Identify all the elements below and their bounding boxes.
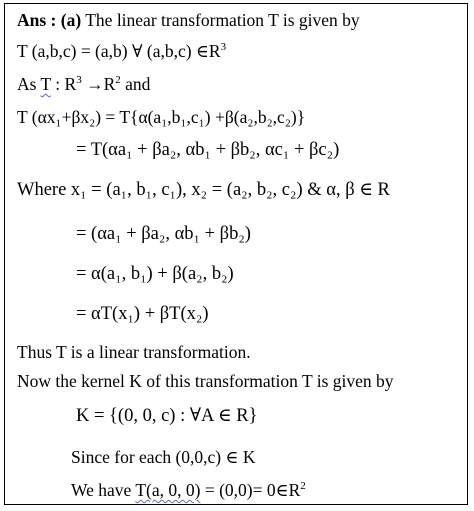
answer-line-7 <box>76 224 251 244</box>
line-11-text: Now the kernel K of this transformation T is given by <box>17 371 394 391</box>
line-9-text: = αT(x₁) + βT(x₂) <box>76 304 209 324</box>
line-3-sup3: 3 <box>76 74 82 86</box>
line-2-sup: 3 <box>220 41 227 53</box>
line-1-text: The linear transformation T is given by <box>81 10 360 30</box>
line-5-text: = T(αa₁ + βa₂, αb₁ + βb₂, αc₁ + βc₂) <box>76 140 340 160</box>
answer-line-5 <box>76 140 339 160</box>
line-14-prefix: We have <box>71 480 136 500</box>
line-3-T: T <box>40 74 51 94</box>
answer-line-4 <box>17 107 305 127</box>
line-14-T: T(a, 0, 0) <box>135 480 201 500</box>
line-6-text: Where x₁ = (a₁, b₁, c₁), x₂ = (a₂, b₂, c₂) & α, β ∈ R <box>17 180 390 200</box>
line-2-text: T (a,b,c) = (a,b) ∀ (a,b,c) ∈R <box>17 41 221 61</box>
answer-line-11 <box>17 371 394 391</box>
answer-line-8 <box>76 264 234 284</box>
answer-line-9 <box>76 304 209 324</box>
line-12-text: K = {(0, 0, c) : ∀A ∈ R} <box>76 406 258 426</box>
line-14-sup: 2 <box>300 480 306 492</box>
line-4-text: T (αx₁+βx₂) = T{α(a₁,b₁,c₁) +β(a₂,b₂,c₂)} <box>17 107 306 127</box>
line-3-arrow: →R <box>81 74 116 94</box>
answer-line-1 <box>17 10 360 30</box>
line-3-R: R <box>64 74 77 94</box>
answer-line-2 <box>17 41 226 61</box>
answer-line-12 <box>76 406 258 426</box>
line-8-text: = α(a₁, b₁) + β(a₂, b₂) <box>76 264 234 284</box>
answer-line-6 <box>17 180 390 200</box>
answer-line-10 <box>17 342 251 362</box>
line-3-as: As <box>17 74 41 94</box>
line-7-text: = (αa₁ + βa₂, αb₁ + βb₂) <box>76 224 251 244</box>
answer-line-13 <box>71 447 255 467</box>
answer-line-14 <box>71 480 306 500</box>
answer-label: Ans : (a) <box>17 10 82 30</box>
line-13-text: Since for each (0,0,c) ∈ K <box>71 447 256 467</box>
line-3-sup2: 2 <box>115 74 121 86</box>
line-3-and: and <box>120 74 151 94</box>
answer-line-3 <box>17 74 150 94</box>
line-10-text: Thus T is a linear transformation. <box>17 342 251 362</box>
line-14-text: = (0,0)= 0∈R <box>200 480 301 500</box>
line-3-colon: : <box>50 74 65 94</box>
